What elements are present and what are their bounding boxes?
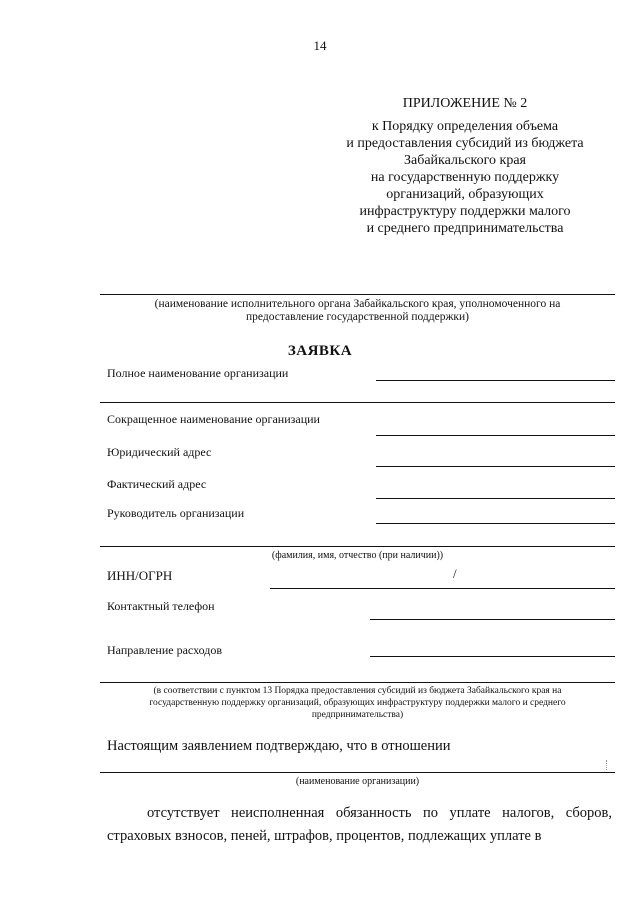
appendix-line: организаций, образующих (386, 187, 544, 202)
page-number: 14 (313, 38, 327, 53)
inn-ogrn-separator: / (453, 566, 457, 581)
appendix-line: и среднего предпринимательства (366, 221, 564, 236)
inn-ogrn-field[interactable] (270, 588, 615, 589)
appendix-line: Забайкальского края (403, 153, 526, 168)
actual-address-field[interactable] (376, 498, 615, 499)
appendix-line: к Порядку определения объема (371, 119, 559, 134)
short-name-field[interactable] (376, 435, 615, 436)
phone-label: Контактный телефон (107, 599, 215, 613)
full-name-field-continued[interactable] (100, 402, 615, 403)
confirm-text: Настоящим заявлением подтверждаю, что в отношении (107, 738, 451, 754)
expense-direction-field[interactable] (370, 656, 615, 657)
inn-ogrn-label: ИНН/ОГРН (107, 568, 173, 583)
body-paragraph: отсутствует неисполненная обязанность по уплате налогов, сборов, страховых взносов, пеней, штрафов, процентов, подлежащих уплате в (107, 805, 612, 844)
head-label: Руководитель организации (107, 506, 245, 520)
expense-direction-field-continued[interactable] (100, 682, 615, 683)
form-title: ЗАЯВКА (287, 343, 353, 359)
legal-address-label: Юридический адрес (107, 445, 212, 459)
expense-direction-label: Направление расходов (107, 643, 223, 657)
cursor-mark (606, 760, 609, 770)
phone-field[interactable] (370, 619, 615, 620)
head-note: (фамилия, имя, отчество (при наличии)) (271, 550, 444, 561)
full-name-field[interactable] (376, 380, 615, 381)
appendix-header (330, 95, 600, 237)
full-name-label: Полное наименование организации (107, 366, 289, 380)
appendix-line: на государственную поддержку (370, 170, 560, 185)
expense-note: (в соответствии с пунктом 13 Порядка предоставления субсидий из бюджета Забайкальского края на государственную поддержку организаций, образующих инфраструктуру поддержки малого и среднего предпринимательства) (149, 686, 566, 720)
legal-address-field[interactable] (376, 466, 615, 467)
head-field[interactable] (376, 523, 615, 524)
authority-name-line[interactable] (100, 294, 615, 295)
appendix-line: и предоставления субсидий из бюджета (346, 136, 584, 151)
org-name-field[interactable] (100, 772, 615, 773)
head-name-field[interactable] (100, 546, 615, 547)
org-name-note: (наименование организации) (295, 776, 420, 787)
appendix-line: инфраструктуру поддержки малого (359, 204, 571, 219)
authority-note: (наименование исполнительного органа Забайкальского края, уполномоченного на предоставление государственной поддержки) (154, 298, 561, 323)
actual-address-label: Фактический адрес (107, 477, 207, 491)
appendix-title: ПРИЛОЖЕНИЕ № 2 (402, 96, 528, 111)
short-name-label: Сокращенное наименование организации (107, 412, 320, 426)
